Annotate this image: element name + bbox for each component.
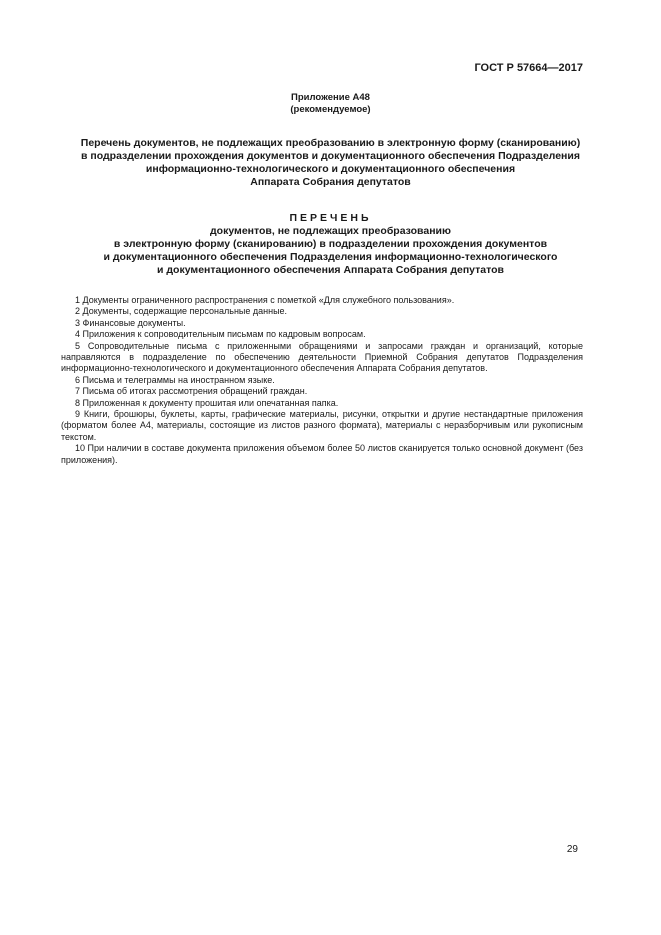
list-heading-line: и документационного обеспечения Подразделения информационно-технологического (103, 251, 558, 263)
list-item: 9 Книги, брошюры, буклеты, карты, графические материалы, рисунки, открытки и другие нестандартные приложения (форматом более А4, материалы, состоящие из листов разного формата), материалы с неразборчивым или рукописным текстом. (61, 409, 583, 442)
title-line: в подразделении прохождения документов и документационного обеспечения Подразделения (81, 150, 580, 162)
list-heading-line: в электронную форму (сканированию) в подразделении прохождения документов (113, 238, 548, 250)
list-item: 4 Приложения к сопроводительным письмам по кадровым вопросам. (75, 329, 366, 340)
title-line: Перечень документов, не подлежащих преобразованию в электронную форму (сканированию) (80, 137, 581, 149)
appendix-label: Приложение А48 (291, 92, 370, 103)
list-item: 6 Письма и телеграммы на иностранном языке. (75, 374, 275, 385)
list-heading-line: и документационного обеспечения Аппарата Собрания депутатов (157, 264, 504, 276)
title-line: информационно-технологического и документационного обеспечения (145, 163, 516, 175)
title-line: Аппарата Собрания депутатов (250, 176, 411, 188)
list-item: 2 Документы, содержащие персональные данные. (75, 306, 288, 317)
list-item: 10 При наличии в составе документа приложения объемом более 50 листов сканируется только основной документ (без приложения). (61, 443, 583, 465)
list-heading (40, 212, 621, 277)
list-item: 3 Финансовые документы. (75, 317, 186, 328)
list-item: 8 Приложенная к документу прошитая или опечатанная папка. (75, 397, 339, 408)
list-item: 5 Сопроводительные письма с приложенными обращениями и запросами граждан и организаций, которые направляются в подразделение по обеспечению деятельности Приемной Собрания депутатов Подразделения информационно-технологического и документационного обеспечения Аппарата Собрания депутатов. (61, 340, 583, 374)
list-item: 1 Документы ограниченного распространения с пометкой «Для служебного пользования». (75, 295, 455, 305)
document-list (61, 295, 583, 466)
appendix-block (0, 92, 661, 116)
standard-code: ГОСТ Р 57664—2017 (474, 62, 583, 74)
page-number: 29 (566, 844, 578, 855)
list-heading-word: ПЕРЕЧЕНЬ (289, 212, 372, 224)
list-heading-line: документов, не подлежащих преобразованию (210, 225, 451, 237)
list-item: 7 Письма об итогах рассмотрения обращений граждан. (75, 386, 308, 397)
appendix-status: (рекомендуемое) (290, 104, 371, 115)
document-title (40, 137, 621, 189)
